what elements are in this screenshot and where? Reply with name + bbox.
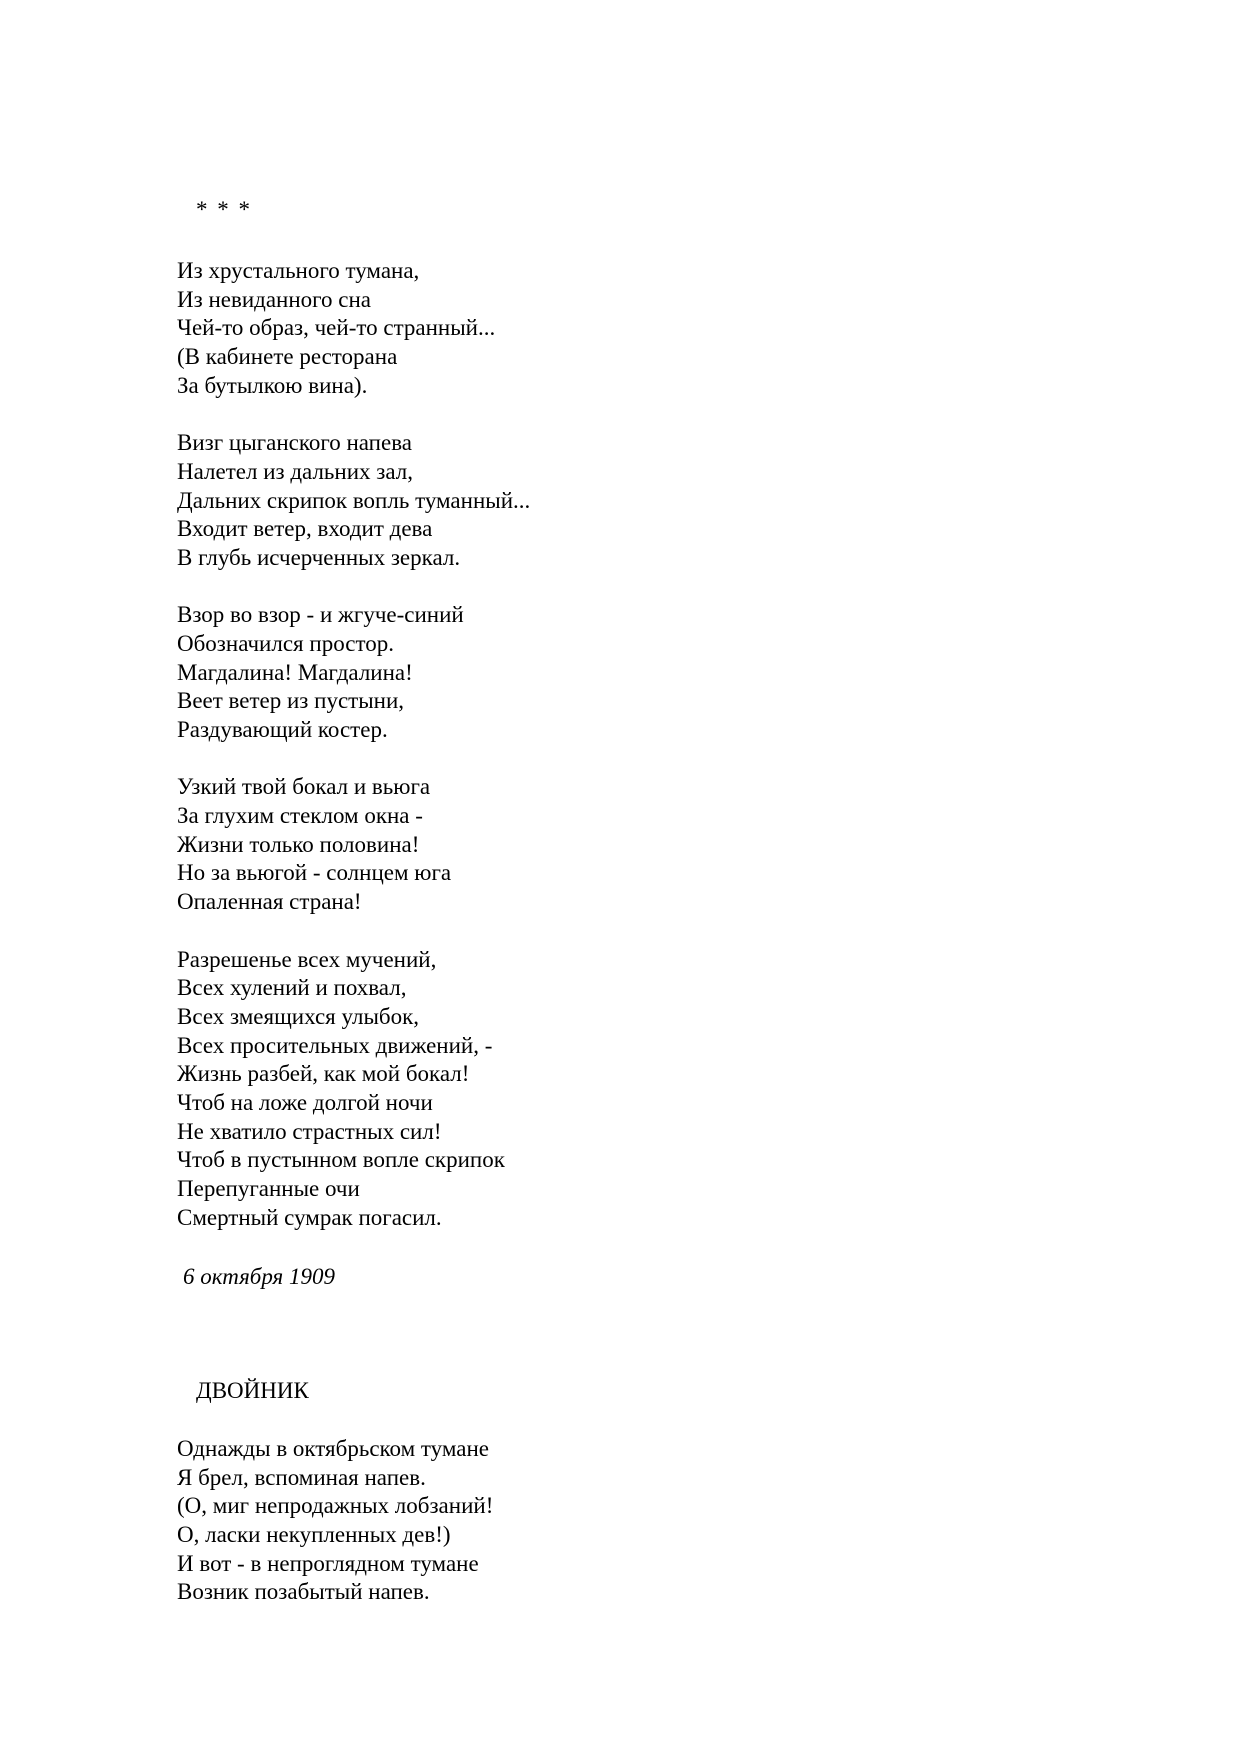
poem-line: Узкий твой бокал и вьюга xyxy=(177,774,431,800)
poem1-stanza-1 xyxy=(177,257,877,400)
poem-line: Чей-то образ, чей-то странный... xyxy=(177,315,496,341)
poem1-stanza-3 xyxy=(177,601,877,744)
poem2-body xyxy=(177,1435,877,1607)
poem-line: Налетел из дальних зал, xyxy=(177,458,414,484)
poem-line: В глубь исчерченных зеркал. xyxy=(177,544,461,570)
poem-line: Взор во взор - и жгуче-синий xyxy=(177,602,464,628)
poem-line: За глухим стеклом окна - xyxy=(177,803,423,829)
poem-line: За бутылкою вина). xyxy=(177,372,368,398)
poem-line: Чтоб в пустынном вопле скрипок xyxy=(177,1147,505,1173)
stanza-gap xyxy=(177,400,877,429)
poem-line: Веет ветер из пустыни, xyxy=(177,688,405,714)
poem-line: И вот - в непроглядном тумане xyxy=(177,1550,479,1576)
poem-line: Я брел, вспоминая напев. xyxy=(177,1464,426,1490)
poem-line: Возник позабытый напев. xyxy=(177,1579,430,1605)
poem1-body xyxy=(177,257,877,1232)
poem-line: Визг цыганского напева xyxy=(177,430,412,456)
poem-line: Магдалина! Магдалина! xyxy=(177,659,413,685)
poem-line: Однажды в октябрьском тумане xyxy=(177,1436,489,1461)
poem-line: Чтоб на ложе долгой ночи xyxy=(177,1089,433,1115)
poem-line: Жизни только половина! xyxy=(177,831,420,857)
poem-line: Но за вьюгой - солнцем юга xyxy=(177,860,452,886)
poem-line: Из хрустального тумана, xyxy=(177,258,420,283)
poem-line: Дальних скрипок вопль туманный... xyxy=(177,487,531,513)
poem-line: Всех хулений и похвал, xyxy=(177,975,407,1001)
poem-line: Входит ветер, входит дева xyxy=(177,516,433,542)
stanza-gap xyxy=(177,745,877,774)
poem-line: Перепуганные очи xyxy=(177,1176,360,1201)
poem1-stanza-5 xyxy=(177,946,877,1233)
poem-line: Обозначился простор. xyxy=(177,630,394,656)
poem-line: Смертный сумрак погасил. xyxy=(177,1204,442,1230)
stanza-gap xyxy=(177,573,877,602)
poem-line: Опаленная страна! xyxy=(177,889,362,915)
poem-line: Всех просительных движений, - xyxy=(177,1032,493,1058)
poem2-stanza-1 xyxy=(177,1435,877,1607)
poem-line: Раздувающий костер. xyxy=(177,717,388,742)
stanza-gap xyxy=(177,917,877,946)
poem2-title: ДВОЙНИК xyxy=(196,1378,309,1403)
poem1-stanza-4 xyxy=(177,773,877,916)
poem-line: Из невиданного сна xyxy=(177,286,371,312)
poem-line: (О, миг непродажных лобзаний! xyxy=(177,1493,494,1519)
poem-line: Жизнь разбей, как мой бокал! xyxy=(177,1061,470,1087)
poem1-date: 6 октября 1909 xyxy=(183,1264,335,1289)
poem-line: Всех змеящихся улыбок, xyxy=(177,1003,420,1029)
poem1-stanza-2 xyxy=(177,429,877,572)
poem-line: Разрешенье всех мучений, xyxy=(177,946,437,972)
poem-line: (В кабинете ресторана xyxy=(177,344,398,370)
poem-line: Не хватило страстных сил! xyxy=(177,1118,442,1144)
poem1-heading: * * * xyxy=(196,197,252,222)
poem-line: О, ласки некупленных дев!) xyxy=(177,1522,451,1548)
